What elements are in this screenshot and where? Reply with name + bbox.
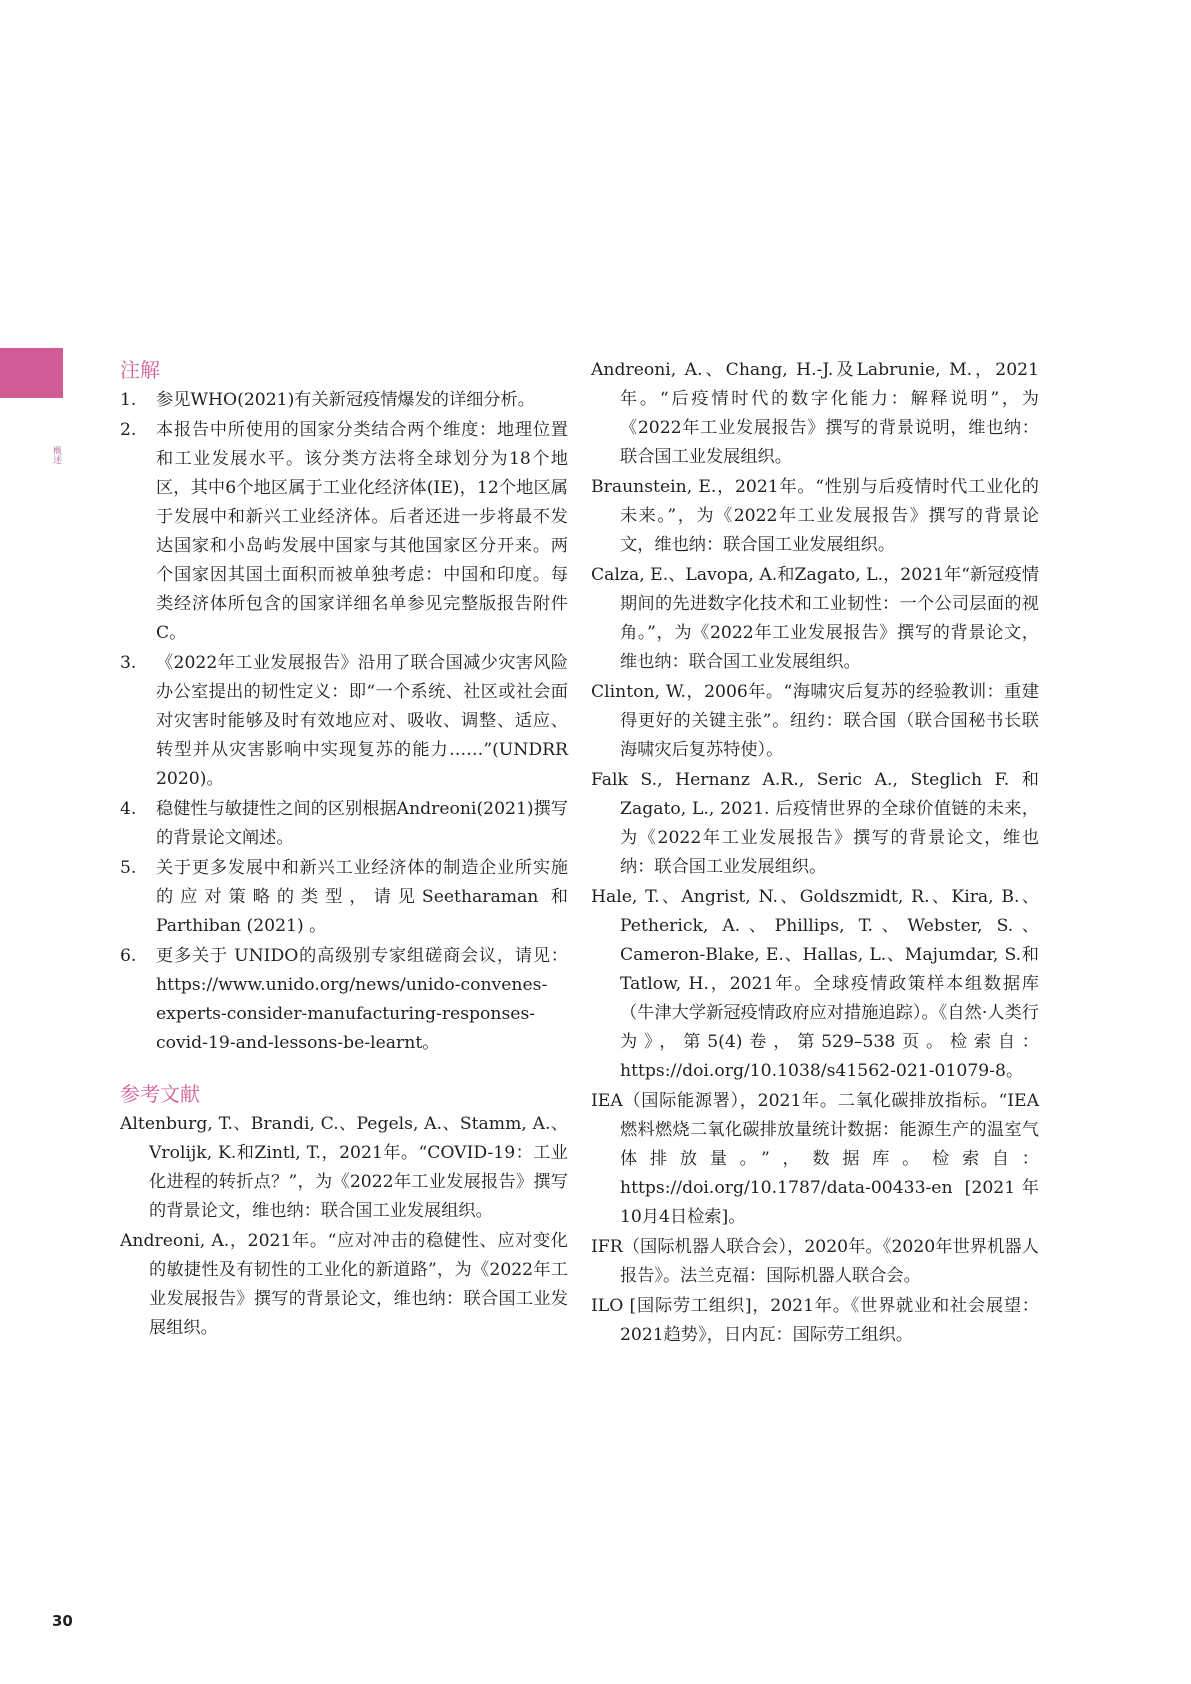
- note-number: 1.: [120, 390, 137, 410]
- note-text: 本报告中所使用的国家分类结合两个维度：地理位置和工业发展水平。该分类方法将全球划分为18个地区，其中6个地区属于工业化经济体(IE)，12个地区属于发展中和新兴工业经济体。后者还进一步将最不发达国家和小岛屿发展中国家与其他国家区分开来。两个国家因其国土面积而被单独考虑：中国和印度。每类经济体所包含的国家详细名单参见完整版报告附件C。: [156, 420, 568, 643]
- reference-entry: Calza, E.、Lavopa, A.和Zagato, L.，2021年“新冠疫情期间的先进数字化技术和工业韧性：一个公司层面的视角。”，为《2022年工业发展报告》撰写的背景论文，维也纳：联合国工业发展组织。: [591, 565, 1039, 672]
- note-number: 5.: [120, 858, 137, 878]
- left-column: [120, 356, 568, 1344]
- section-color-tab: [0, 348, 63, 398]
- note-text: 稳健性与敏捷性之间的区别根据Andreoni(2021)撰写的背景论文阐述。: [156, 799, 568, 848]
- note-item: [120, 649, 568, 794]
- note-number: 3.: [120, 653, 137, 673]
- right-column: [591, 356, 1039, 1351]
- note-item: [120, 416, 568, 648]
- reference-entry: IFR（国际机器人联合会），2020年。《2020年世界机器人报告》。法兰克福：国际机器人联合会。: [591, 1237, 1039, 1286]
- note-text: 关于更多发展中和新兴工业经济体的制造企业所实施的应对策略的类型，请见Seetharaman 和 Parthiban (2021) 。: [156, 858, 568, 936]
- reference-entry: IEA（国际能源署），2021年。二氧化碳排放指标。“IEA燃料燃烧二氧化碳排放量统计数据：能源生产的温室气体排放量。”，数据库。检索自：https://doi.org/10.1787/data-00433-en [2021年10月4日检索]。: [591, 1091, 1039, 1227]
- reference-entry: Falk S., Hernanz A.R., Seric A., Steglich F. 和 Zagato, L., 2021. 后疫情世界的全球价值链的未来，为《2022年工业发展报告》撰写的背景论文，维也纳：联合国工业发展组织。: [591, 770, 1039, 877]
- reference-entry: Braunstein, E.，2021年。“性别与后疫情时代工业化的未来。”，为《2022年工业发展报告》撰写的背景论文，维也纳：联合国工业发展组织。: [591, 477, 1039, 555]
- reference-entry: Andreoni, A.，2021年。“应对冲击的稳健性、应对变化的敏捷性及有韧性的工业化的新道路”，为《2022年工业发展报告》撰写的背景论文，维也纳：联合国工业发展组织。: [120, 1231, 568, 1338]
- note-item: [120, 795, 568, 853]
- reference-entry: Hale, T.、Angrist, N.、Goldszmidt, R.、Kira, B.、Petherick, A.、Phillips, T.、Webster, S.、Cameron-Blake, E.、Hallas, L.、Majumdar, S.和Tatlow, H.，2021年。全球疫情政策样本组数据库（牛津大学新冠疫情政府应对措施追踪）。《自然·人类行为》，第5(4)卷，第529–538页。检索自：https://doi.org/10.1038/s41562-021-01079-8。: [591, 887, 1039, 1081]
- reference-entry: Clinton, W.，2006年。“海啸灾后复苏的经验教训：重建得更好的关键主张”。纽约：联合国（联合国秘书长联海啸灾后复苏特使）。: [591, 682, 1039, 760]
- references-list-left: [120, 1110, 568, 1343]
- note-item: [120, 854, 568, 941]
- reference-entry: ILO [国际劳工组织]，2021年。《世界就业和社会展望：2021趋势》，日内瓦：国际劳工组织。: [591, 1296, 1039, 1345]
- note-text: 《2022年工业发展报告》沿用了联合国减少灾害风险办公室提出的韧性定义：即“一个系统、社区或社会面对灾害时能够及时有效地应对、吸收、调整、适应、转型并从灾害影响中实现复苏的能力……”(UNDRR 2020)。: [156, 653, 568, 789]
- notes-heading: 注解: [120, 358, 160, 382]
- page-number: 30: [52, 1612, 73, 1630]
- references-heading: 参考文献: [120, 1082, 200, 1106]
- note-number: 4.: [120, 799, 137, 819]
- section-side-label: 概述: [51, 446, 61, 464]
- note-text: 参见WHO(2021)有关新冠疫情爆发的详细分析。: [156, 390, 535, 410]
- note-number: 2.: [120, 420, 137, 440]
- note-number: 6.: [120, 946, 137, 966]
- note-item: [120, 386, 568, 415]
- notes-list: [120, 386, 568, 1058]
- reference-entry: Andreoni, A.、Chang, H.-J.及Labrunie, M.，2021年。“后疫情时代的数字化能力：解释说明”，为《2022年工业发展报告》撰写的背景说明，维也纳：联合国工业发展组织。: [591, 360, 1039, 467]
- note-item: [120, 942, 568, 1058]
- reference-entry: Altenburg, T.、Brandi, C.、Pegels, A.、Stamm, A.、Vrolijk, K.和Zintl, T.，2021年。“COVID-19：工业化进程的转折点？”，为《2022年工业发展报告》撰写的背景论文，维也纳：联合国工业发展组织。: [120, 1114, 568, 1221]
- note-text: 更多关于 UNIDO的高级别专家组磋商会议，请见：https://www.unido.org/news/unido-convenes-experts-consider-manufacturing-responses-covid-19-and-lessons-be-learnt。: [156, 946, 568, 1053]
